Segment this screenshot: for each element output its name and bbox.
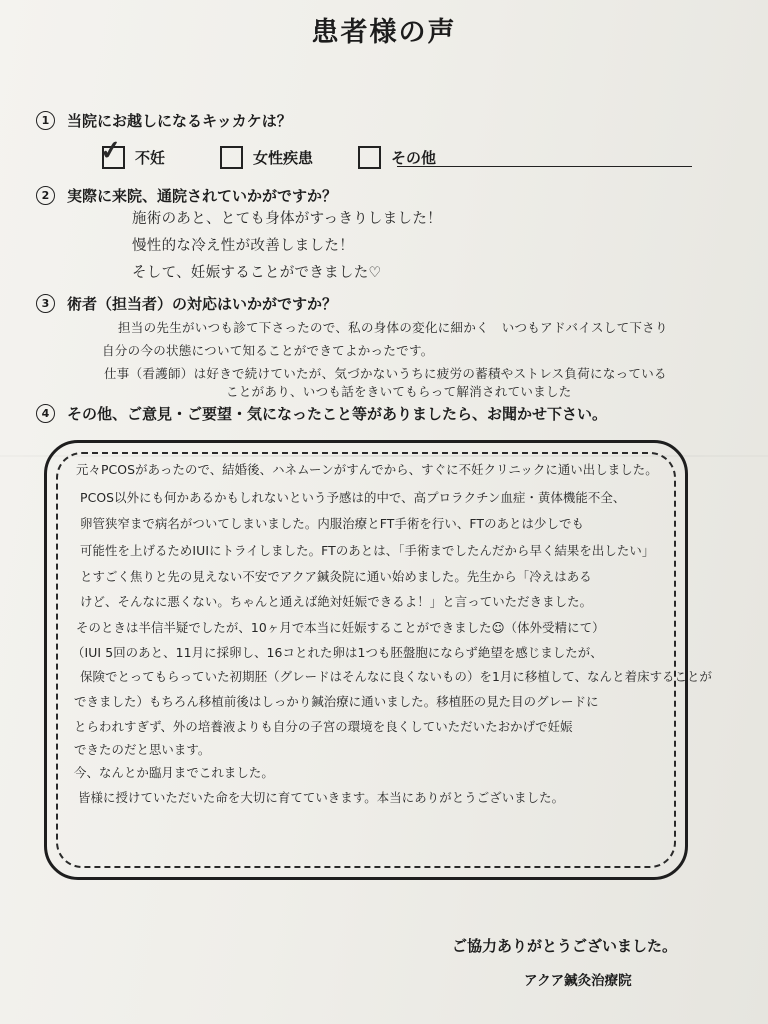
- comment-line: そのときは半信半疑でしたが、10ヶ月で本当に妊娠することができました☺（体外受精にて）: [76, 620, 605, 635]
- comment-line: 皆様に授けていただいた命を大切に育てていきます。本当にありがとうございました。: [78, 790, 565, 805]
- clinic-name: アクア鍼灸治療院: [524, 973, 632, 989]
- question-3: [36, 293, 337, 314]
- option-infertility[interactable]: [98, 134, 166, 169]
- comment-line: できたのだと思います。: [74, 742, 211, 757]
- question-2: [36, 185, 337, 206]
- question-text: その他、ご意見・ご要望・気になったこと等がありましたら、お聞かせ下さい。: [67, 405, 608, 423]
- reason-options: [98, 134, 702, 172]
- option-label: その他: [391, 149, 437, 167]
- comment-line: PCOS以外にも何かあるかもしれないという予感は的中で、高プロラクチン血症・黄体機能不全、: [80, 490, 626, 505]
- question-text: 術者（担当者）の対応はいかがですか？: [67, 295, 338, 313]
- answer-3-line: 仕事（看護師）は好きで続けていたが、気づかないうちに疲労の蓄積やストレス負荷になっている: [104, 366, 667, 381]
- question-number: 2: [36, 186, 55, 205]
- comment-line: けど、そんなに悪くない。ちゃんと通えば絶対妊娠できるよ！」と言っていただきました。: [80, 594, 593, 609]
- question-text: 当院にお越しになるキッカケは？: [67, 112, 292, 130]
- question-1: [36, 110, 292, 131]
- option-female-disease[interactable]: [220, 146, 313, 169]
- comment-line: （IUI 5回のあと、11月に採卵し、16コとれた卵は1つも胚盤胞にならず絶望を感じましたが、: [72, 645, 603, 660]
- checkbox-female-disease[interactable]: [220, 146, 243, 169]
- question-number: 4: [36, 404, 55, 423]
- comment-line: 卵管狭窄まで病名がついてしまいました。内服治療とFT手術を行い、FTのあとは少しでも: [80, 516, 584, 531]
- comment-line: 保険でとってもらっていた初期胚（グレードはそんなに良くないもの）を1月に移植して、なんと着床することが: [80, 669, 713, 684]
- checkbox-infertility[interactable]: [98, 134, 125, 169]
- option-label: 不妊: [135, 149, 166, 167]
- answer-2-line: 慢性的な冷え性が改善しました！: [132, 238, 354, 254]
- answer-3-line: ことがあり、いつも話をきいてもらって解消されていました: [226, 384, 572, 399]
- comment-line: とすごく焦りと先の見えない不安でアクア鍼灸院に通い始めました。先生から「冷えはある: [80, 569, 592, 584]
- checkbox-other[interactable]: [358, 146, 381, 169]
- thank-you-message: ご協力ありがとうございました。: [452, 937, 678, 955]
- answer-2-line: 施術のあと、とても身体がすっきりしました！: [132, 211, 442, 227]
- question-text: 実際に来院、通院されていかがですか？: [67, 187, 338, 205]
- option-label: 女性疾患: [253, 149, 314, 167]
- page-title: 患者様の声: [311, 17, 457, 48]
- other-write-in-line: [397, 166, 692, 167]
- answer-2-line: そして、妊娠することができました♡: [132, 265, 382, 281]
- question-4: [36, 403, 607, 424]
- check-mark-icon: ✓: [98, 134, 124, 168]
- comment-line: 元々PCOSがあったので、結婚後、ハネムーンがすんでから、すぐに不妊クリニックに通い出しました。: [76, 462, 658, 477]
- question-number: 3: [36, 294, 55, 313]
- answer-3-line: 担当の先生がいつも診て下さったので、私の身体の変化に細かく いつもアドバイスして下さり: [118, 320, 668, 335]
- comment-line: 可能性を上げるためIUIにトライしました。FTのあとは、「手術までしたんだから早く結果を出したい」: [80, 543, 655, 558]
- question-number: 1: [36, 111, 55, 130]
- comment-line: とらわれすぎず、外の培養液よりも自分の子宮の環境を良くしていただいたおかげで妊娠: [74, 719, 573, 734]
- answer-3-line: 自分の今の状態について知ることができてよかったです。: [102, 343, 434, 358]
- comment-line: できました）もちろん移植前後はしっかり鍼治療に通いました。移植胚の見た目のグレードに: [74, 694, 599, 709]
- comment-line: 今、なんとか臨月までこれました。: [74, 765, 274, 780]
